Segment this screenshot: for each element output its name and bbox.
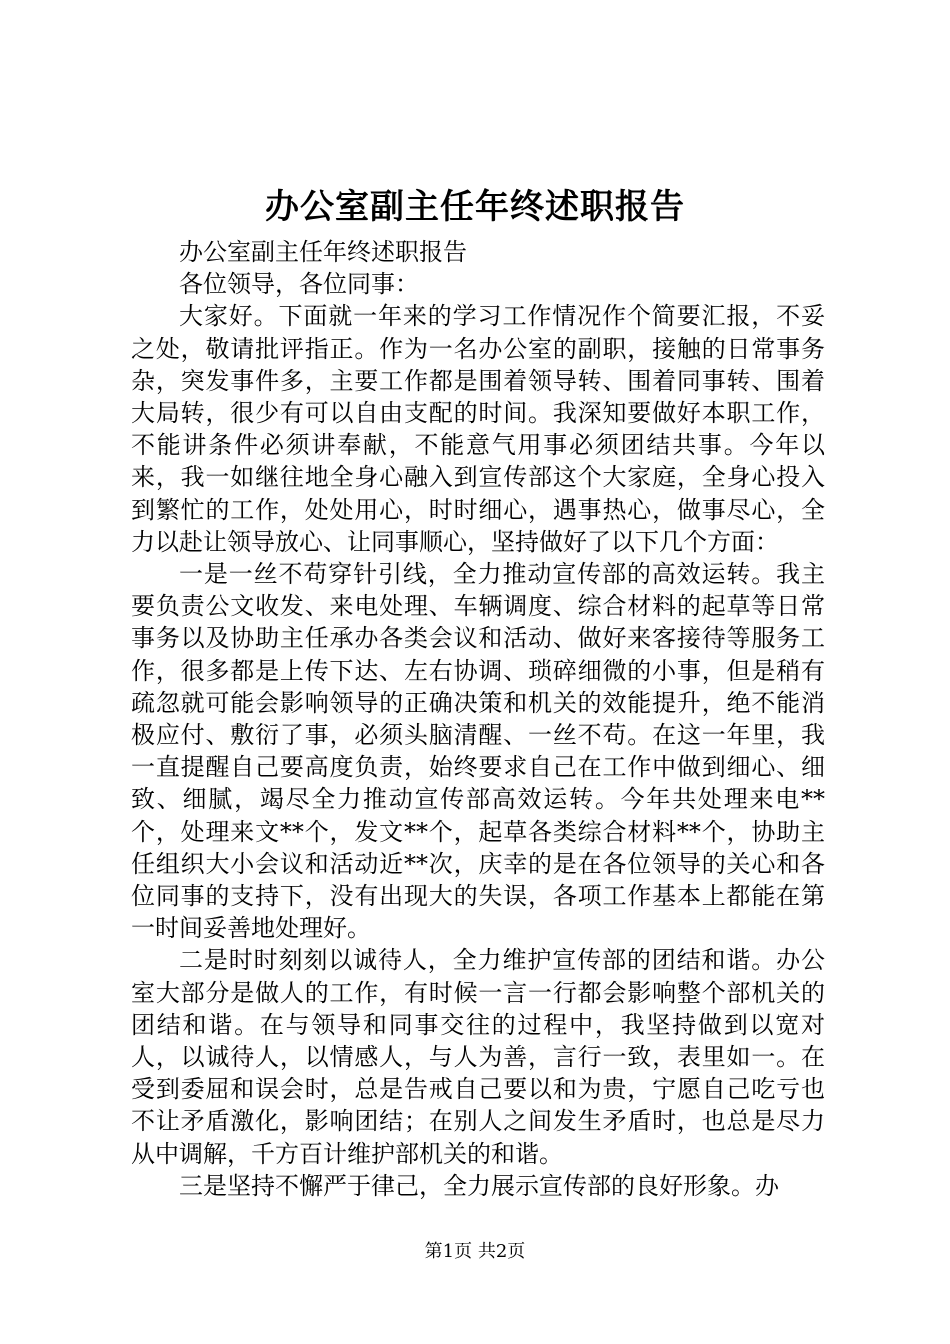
- paragraph-point-two: 二是时时刻刻以诚待人，全力维护宣传部的团结和谐。办公室大部分是做人的工作，有时候一言一行都会影响整个部机关的团结和谐。在与领导和同事交往的过程中，我坚持做到以宽对人，以诚待人，以情感人，与人为善，言行一致，表里如一。在受到委屈和误会时，总是告戒自己要以和为贵，宁愿自己吃亏也不让矛盾激化，影响团结；在别人之间发生矛盾时，也总是尽力从中调解，千方百计维护部机关的和谐。: [131, 946, 825, 1168]
- document-body: [131, 236, 825, 1202]
- paragraph-intro: 大家好。下面就一年来的学习工作情况作个简要汇报，不妥之处，敬请批评指正。作为一名办公室的副职，接触的日常事务杂，突发事件多，主要工作都是围着领导转、围着同事转、围着大局转，很少有可以自由支配的时间。我深知要做好本职工作，不能讲条件必须讲奉献，不能意气用事必须团结共事。今年以来，我一如继往地全身心融入到宣传部这个大家庭，全身心投入到繁忙的工作，处处用心，时时细心，遇事热心，做事尽心，全力以赴让领导放心、让同事顺心，坚持做好了以下几个方面：: [131, 302, 825, 556]
- paragraph-salutation: 各位领导，各位同事：: [179, 270, 419, 299]
- paragraph-point-one: 一是一丝不苟穿针引线，全力推动宣传部的高效运转。我主要负责公文收发、来电处理、车辆调度、综合材料的起草等日常事务以及协助主任承办各类会议和活动、做好来客接待等服务工作，很多都是上传下达、左右协调、琐碎细微的小事，但是稍有疏忽就可能会影响领导的正确决策和机关的效能提升，绝不能消极应付、敷衍了事，必须头脑清醒、一丝不苟。在这一年里，我一直提醒自己要高度负责，始终要求自己在工作中做到细心、细致、细腻，竭尽全力推动宣传部高效运转。今年共处理来电**个，处理来文**个，发文**个，起草各类综合材料**个，协助主任组织大小会议和活动近**次，庆幸的是在各位领导的关心和各位同事的支持下，没有出现大的失误，各项工作基本上都能在第一时间妥善地处理好。: [131, 560, 825, 943]
- paragraph-subtitle: 办公室副主任年终述职报告: [179, 238, 467, 266]
- paragraph-point-three: 三是坚持不懈严于律己，全力展示宣传部的良好形象。办: [179, 1171, 779, 1200]
- document-title: 办公室副主任年终述职报告: [265, 187, 685, 227]
- page-footer: 第1页 共2页: [424, 1241, 526, 1262]
